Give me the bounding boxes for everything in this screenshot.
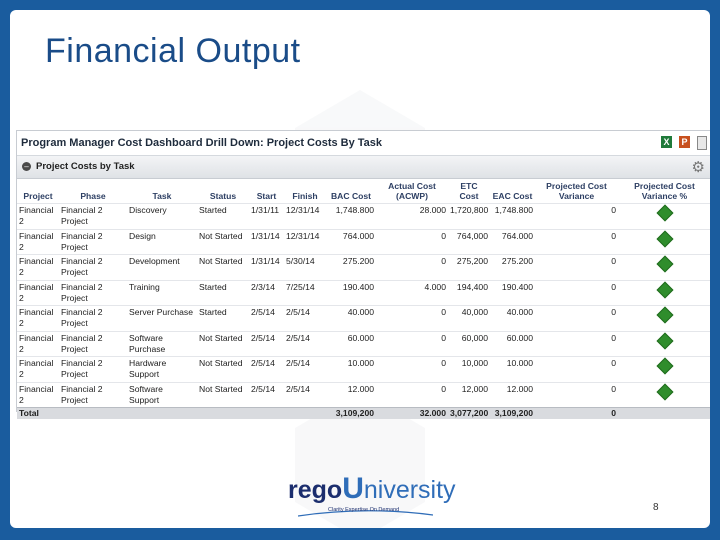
table-row[interactable] [17, 331, 710, 357]
variance-indicator-cell [618, 382, 710, 408]
table-row[interactable] [17, 382, 710, 408]
page-number: 8 [653, 502, 659, 513]
logo-u: U [342, 472, 364, 505]
logo-tagline: Clarity Expertise On Demand [328, 507, 400, 513]
cell-variance: 0 [535, 331, 618, 357]
cell-eac: 10.000 [490, 357, 535, 383]
cell-acwp: 0 [376, 229, 448, 255]
variance-indicator-cell [618, 280, 710, 306]
collapse-icon[interactable]: – [22, 162, 31, 171]
cell-project[interactable]: Financial 2 [17, 204, 59, 230]
cell-phase: Financial 2 Project [59, 331, 127, 357]
cell-task[interactable]: Hardware Support [127, 357, 197, 383]
column-header[interactable]: Projected Cost Variance [546, 181, 607, 201]
section-title: Project Costs by Task [36, 161, 135, 172]
cell-start: 2/5/14 [249, 357, 284, 383]
dashboard-title: Program Manager Cost Dashboard Drill Down: Project Costs By Task [21, 137, 383, 149]
cell-bac: 60.000 [326, 331, 376, 357]
cell-start: 1/31/11 [249, 204, 284, 230]
green-diamond-icon [656, 358, 673, 375]
cell-start: 2/5/14 [249, 306, 284, 332]
cell-start: 1/31/14 [249, 255, 284, 281]
cell-etc: 40,000 [448, 306, 490, 332]
column-header[interactable]: Finish [292, 191, 318, 201]
cell-project[interactable]: Financial 2 [17, 331, 59, 357]
cell-task[interactable]: Software Support [127, 382, 197, 408]
logo-niversity: niversity [363, 476, 456, 504]
variance-indicator-cell [618, 331, 710, 357]
cell-finish: 12/31/14 [284, 229, 326, 255]
cell-task[interactable]: Development [127, 255, 197, 281]
total-empty-cell [197, 408, 249, 420]
cell-project[interactable]: Financial 2 [17, 382, 59, 408]
cell-finish: 2/5/14 [284, 357, 326, 383]
column-header[interactable]: Task [152, 191, 172, 201]
cell-variance: 0 [535, 382, 618, 408]
cell-phase: Financial 2 Project [59, 357, 127, 383]
cell-acwp: 0 [376, 306, 448, 332]
column-header[interactable]: Start [256, 191, 277, 201]
table-row[interactable] [17, 229, 710, 255]
cell-status: Started [197, 280, 249, 306]
rego-university-logo [288, 472, 456, 522]
table-row[interactable] [17, 306, 710, 332]
total-empty-cell [59, 408, 127, 420]
powerpoint-icon[interactable]: P [679, 134, 694, 150]
total-empty-cell [284, 408, 326, 420]
column-header[interactable]: Actual Cost (ACWP) [388, 181, 436, 201]
cell-project[interactable]: Financial 2 [17, 255, 59, 281]
cell-start: 2/5/14 [249, 331, 284, 357]
column-header[interactable]: BAC Cost [330, 191, 372, 201]
cell-bac: 190.400 [326, 280, 376, 306]
export-toolbar [661, 134, 707, 150]
table-row[interactable] [17, 204, 710, 230]
cell-variance: 0 [535, 280, 618, 306]
green-diamond-icon [656, 383, 673, 400]
column-header[interactable]: EAC Cost [492, 191, 533, 201]
variance-indicator-cell [618, 306, 710, 332]
cell-project[interactable]: Financial 2 [17, 306, 59, 332]
cell-eac: 190.400 [490, 280, 535, 306]
cell-phase: Financial 2 Project [59, 306, 127, 332]
cell-task[interactable]: Design [127, 229, 197, 255]
cell-task[interactable]: Training [127, 280, 197, 306]
cell-status: Started [197, 306, 249, 332]
cell-etc: 764,000 [448, 229, 490, 255]
cell-start: 2/5/14 [249, 382, 284, 408]
cell-project[interactable]: Financial 2 [17, 229, 59, 255]
dashboard-header [17, 131, 710, 156]
green-diamond-icon [656, 332, 673, 349]
table-header-row [17, 179, 710, 204]
column-header[interactable]: Status [209, 191, 237, 201]
cell-project[interactable]: Financial 2 [17, 357, 59, 383]
variance-indicator-cell [618, 229, 710, 255]
total-label: Total [17, 408, 59, 420]
cell-etc: 60,000 [448, 331, 490, 357]
table-row[interactable] [17, 255, 710, 281]
cell-finish: 5/30/14 [284, 255, 326, 281]
cell-start: 1/31/14 [249, 229, 284, 255]
document-icon[interactable] [697, 134, 707, 150]
cell-variance: 0 [535, 357, 618, 383]
cell-start: 2/3/14 [249, 280, 284, 306]
column-header[interactable]: ETC Cost [459, 181, 479, 201]
section-header [17, 156, 710, 179]
cell-eac: 40.000 [490, 306, 535, 332]
cell-finish: 2/5/14 [284, 306, 326, 332]
cell-eac: 275.200 [490, 255, 535, 281]
cell-bac: 1,748.800 [326, 204, 376, 230]
green-diamond-icon [656, 230, 673, 247]
cell-acwp: 4.000 [376, 280, 448, 306]
column-header[interactable]: Projected Cost Variance % [634, 181, 695, 201]
project-costs-table [17, 179, 710, 419]
cell-project[interactable]: Financial 2 [17, 280, 59, 306]
slide [10, 10, 710, 528]
cell-bac: 275.200 [326, 255, 376, 281]
cell-status: Not Started [197, 357, 249, 383]
cost-dashboard-portlet [16, 130, 710, 418]
green-diamond-icon [656, 281, 673, 298]
excel-icon[interactable]: X [661, 134, 676, 150]
cell-eac: 764.000 [490, 229, 535, 255]
table-row[interactable] [17, 357, 710, 383]
cell-bac: 40.000 [326, 306, 376, 332]
variance-indicator-cell [618, 255, 710, 281]
total-acwp: 32.000 [376, 408, 448, 420]
cell-finish: 7/25/14 [284, 280, 326, 306]
cell-variance: 0 [535, 229, 618, 255]
cell-phase: Financial 2 Project [59, 204, 127, 230]
variance-indicator-cell [618, 357, 710, 383]
total-row [17, 408, 710, 420]
cell-status: Not Started [197, 229, 249, 255]
gear-icon[interactable]: ⚙ [691, 159, 705, 176]
column-header[interactable]: Phase [80, 191, 106, 201]
cell-eac: 12.000 [490, 382, 535, 408]
cell-etc: 194,400 [448, 280, 490, 306]
green-diamond-icon [656, 307, 673, 324]
cell-task[interactable]: Software Purchase [127, 331, 197, 357]
variance-indicator-cell [618, 204, 710, 230]
cell-etc: 275,200 [448, 255, 490, 281]
cell-acwp: 0 [376, 331, 448, 357]
total-eac: 3,109,200 [490, 408, 535, 420]
green-diamond-icon [656, 205, 673, 222]
cell-bac: 12.000 [326, 382, 376, 408]
total-etc: 3,077,200 [450, 408, 489, 418]
cell-phase: Financial 2 Project [59, 382, 127, 408]
slide-title: Financial Output [45, 32, 301, 70]
cell-bac: 764.000 [326, 229, 376, 255]
cell-bac: 10.000 [326, 357, 376, 383]
total-empty-cell [618, 408, 710, 420]
cell-acwp: 0 [376, 357, 448, 383]
table-body [17, 204, 710, 420]
cell-variance: 0 [535, 306, 618, 332]
green-diamond-icon [656, 256, 673, 273]
cell-task[interactable]: Server Purchase [127, 306, 197, 332]
cell-status: Started [197, 204, 249, 230]
cell-etc: 12,000 [448, 382, 490, 408]
cell-status: Not Started [197, 255, 249, 281]
cell-variance: 0 [535, 204, 618, 230]
cell-phase: Financial 2 Project [59, 280, 127, 306]
table-row[interactable] [17, 280, 710, 306]
cell-status: Not Started [197, 382, 249, 408]
cell-acwp: 0 [376, 255, 448, 281]
cell-status: Not Started [197, 331, 249, 357]
cell-etc: 1,720,800 [448, 204, 490, 230]
total-bac: 3,109,200 [326, 408, 376, 420]
cell-finish: 2/5/14 [284, 331, 326, 357]
cell-eac: 1,748.800 [490, 204, 535, 230]
cell-eac: 60.000 [490, 331, 535, 357]
cell-phase: Financial 2 Project [59, 255, 127, 281]
total-empty-cell [127, 408, 197, 420]
cell-finish: 12/31/14 [284, 204, 326, 230]
cell-finish: 2/5/14 [284, 382, 326, 408]
logo-rego: rego [288, 476, 343, 504]
cell-variance: 0 [535, 255, 618, 281]
column-header[interactable]: Project [23, 191, 53, 201]
cell-acwp: 0 [376, 382, 448, 408]
cell-task[interactable]: Discovery [127, 204, 197, 230]
cell-acwp: 28.000 [376, 204, 448, 230]
total-variance: 0 [535, 408, 618, 420]
cell-etc: 10,000 [448, 357, 490, 383]
cell-phase: Financial 2 Project [59, 229, 127, 255]
total-empty-cell [249, 408, 284, 420]
